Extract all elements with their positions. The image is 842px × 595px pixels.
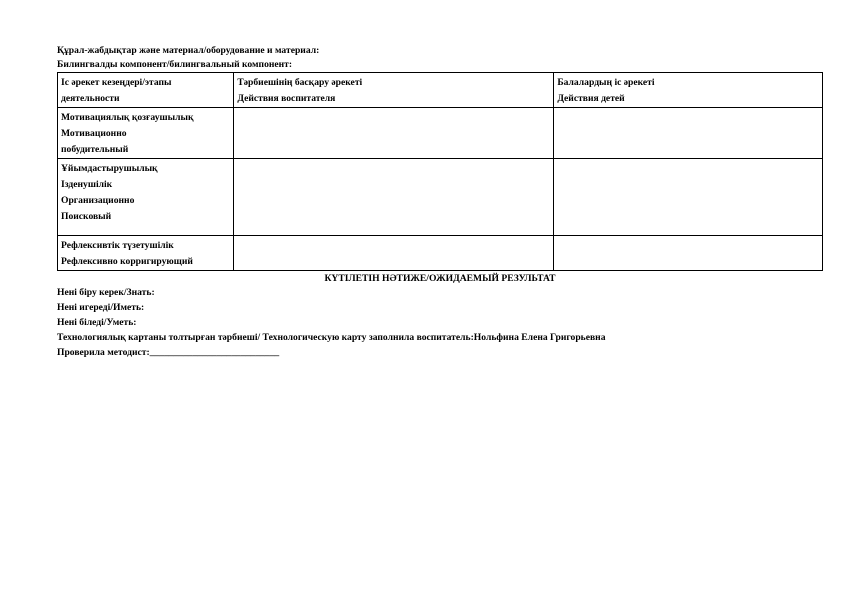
teacher-cell	[234, 108, 554, 159]
children-cell	[554, 159, 823, 236]
document-page	[57, 44, 823, 360]
know-line: Нені біру керек/Знать:	[57, 287, 155, 298]
table-row	[58, 159, 823, 236]
activity-table	[57, 72, 823, 271]
children-cell	[554, 236, 823, 271]
teacher-cell	[234, 159, 554, 236]
children-cell	[554, 108, 823, 159]
result-section	[57, 285, 823, 360]
filled-by-line: Технологиялық картаны толтырған тәрбиеші/ Технологическую карту заполнила воспитатель:Нольфина Елена Григорьевна	[57, 332, 606, 343]
table-header-row	[58, 73, 823, 108]
have-line: Нені игереді/Иметь:	[57, 302, 145, 313]
equipment-line: Құрал-жабдықтар және материал/оборудование и материал:	[57, 45, 320, 56]
stage-organizational: Ұйымдастырушылық Ізденушілік Организационно Поисковый	[58, 159, 234, 236]
header-cell-stages: Іс әрекет кезеңдері/этапы деятельности	[58, 73, 234, 108]
table-row	[58, 108, 823, 159]
teacher-cell	[234, 236, 554, 271]
checked-by-line: Проверила методист:___________________________	[57, 347, 280, 358]
stage-motivational: Мотивациялық қозғаушылық Мотивационно побудительный	[58, 108, 234, 159]
table-row	[58, 236, 823, 271]
stage-reflexive: Рефлексивтік түзетушілік Рефлексивно корригирующий	[58, 236, 234, 271]
can-line: Нені біледі/Уметь:	[57, 317, 137, 328]
expected-result-title: КҮТІЛЕТІН НӘТИЖЕ/ОЖИДАЕМЫЙ РЕЗУЛЬТАТ	[324, 273, 556, 284]
header-cell-teacher: Тәрбиешінің басқару әрекеті Действия воспитателя	[234, 73, 554, 108]
header-cell-children: Балалардың іс әрекеті Действия детей	[554, 73, 823, 108]
bilingual-line: Билингвалды компонент/билингвальный компонент:	[57, 59, 293, 70]
